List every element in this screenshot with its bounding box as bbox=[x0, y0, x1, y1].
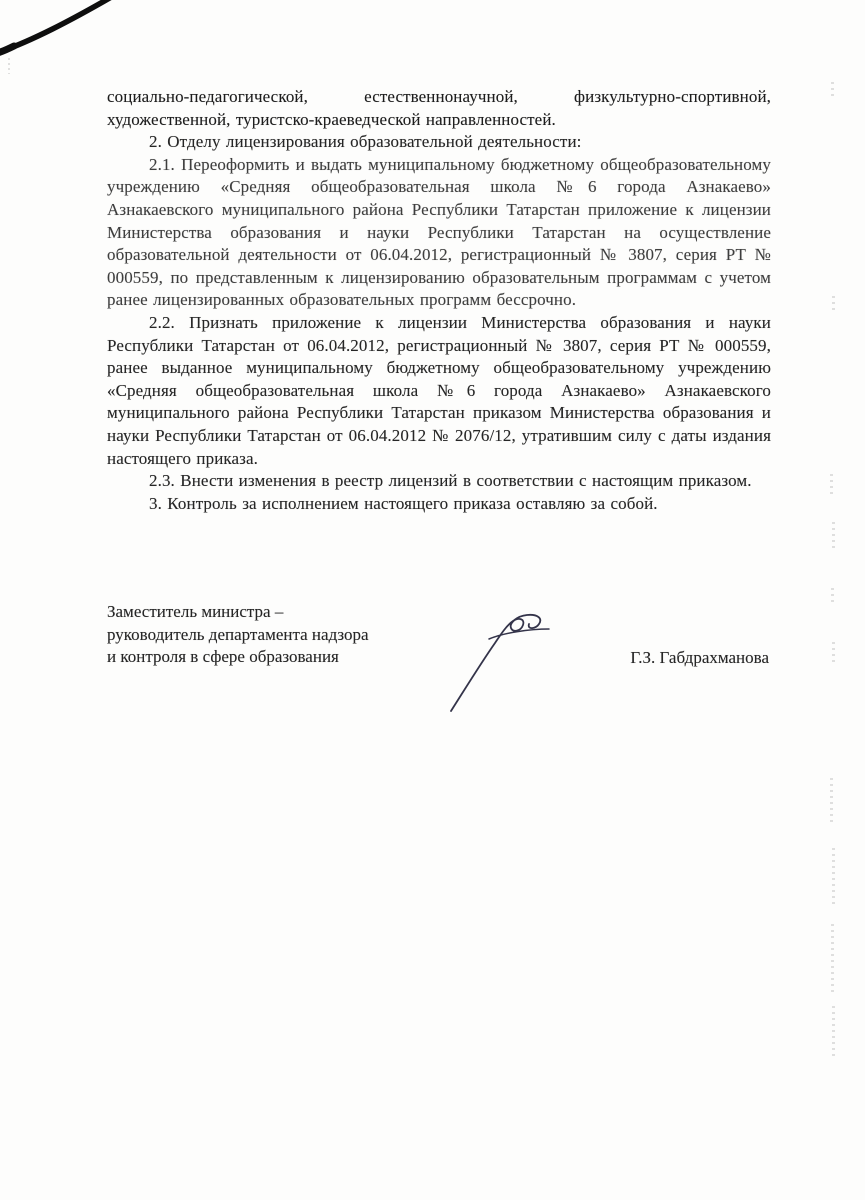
scan-artifact bbox=[830, 474, 833, 494]
scan-artifact bbox=[831, 82, 834, 100]
scan-artifact bbox=[830, 778, 833, 826]
paragraph-item-2-3: 2.3. Внести изменения в реестр лицензий в соответствии с настоящим приказом. bbox=[149, 471, 752, 491]
paragraph-item-3: 3. Контроль за исполнением настоящего приказа оставляю за собой. bbox=[149, 493, 658, 513]
scan-artifact bbox=[832, 1006, 835, 1056]
scan-artifact bbox=[831, 588, 834, 602]
handwritten-signature bbox=[437, 603, 577, 718]
paragraph-directions: социально-педагогической, естественнонаучной, физкультурно-спортивной, художественной, туристско-краеведческой направленностей. bbox=[107, 87, 771, 129]
paragraph-item-2-1: 2.1. Переоформить и выдать муниципальному бюджетному общеобразовательному учреждению «Средняя общеобразовательная школа №6 города Азнакаево» Азнакаевского муниципального района Республики Татарстан приложение к лицензии Министерства образования и науки Республики Татарстан на осуществление образовательной деятельности от 06.04.2012, регистрационный № 3807, серия РТ № 000559, по представленным к лицензированию образовательным программам с учетом ранее лицензированных образовательных программ бессрочно. bbox=[107, 154, 771, 310]
scan-artifact bbox=[832, 848, 835, 908]
signatory-title-line-2: руководитель департамента надзора bbox=[107, 624, 369, 644]
paragraph-item-2: 2. Отделу лицензирования образовательной деятельности: bbox=[149, 132, 582, 152]
signatory-title-line-1: Заместитель министра – bbox=[107, 602, 284, 621]
paragraph-item-2-2: 2.2. Признать приложение к лицензии Министерства образования и науки Республики Татарстан от 06.04.2012, регистрационный № 3807, серия РТ № 000559, ранее выданное муниципальному бюджетному общеобразовательному учреждению «Средняя общеобразовательная школа №6 города Азнакаево» Азнакаевского муниципального района Республики Татарстан приказом Министерства образования и науки Республики Татарстан от 06.04.2012 № 2076/12, утратившим силу с даты издания настоящего приказа. bbox=[107, 312, 771, 468]
scan-artifact bbox=[832, 296, 835, 312]
document-body bbox=[107, 86, 771, 515]
signature-block bbox=[107, 601, 771, 731]
scan-artifact bbox=[832, 642, 835, 664]
signatory-name: Г.З. Габдрахманова bbox=[630, 648, 769, 667]
pen-stroke-mark bbox=[0, 0, 142, 65]
scan-artifact bbox=[8, 58, 10, 74]
scan-artifact bbox=[831, 924, 834, 994]
scan-artifact bbox=[832, 522, 835, 548]
signatory-title-line-3: и контроля в сфере образования bbox=[107, 647, 339, 667]
